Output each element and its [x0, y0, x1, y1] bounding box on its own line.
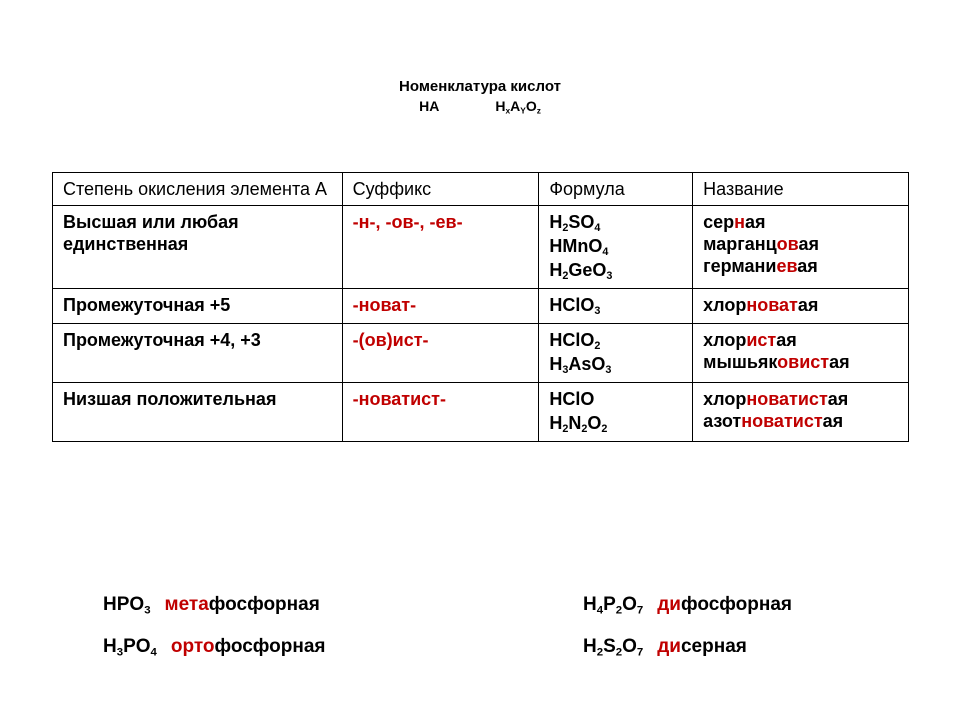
formula-cell [539, 289, 693, 324]
suffix-cell: -(ов)ист- [342, 324, 539, 383]
example-formula: $H_4P_2O_7$ [583, 594, 644, 617]
acid-name: хлорноватая [703, 295, 819, 315]
table-row [53, 324, 909, 383]
example-prefix: ди [657, 594, 681, 615]
formula: HClO$_3$ [549, 295, 601, 318]
degree-cell: Промежуточная +5 [53, 289, 343, 324]
name-cell [693, 324, 909, 383]
suffix-cell: -новат- [342, 289, 539, 324]
formula: HClO [549, 389, 595, 409]
header-formula: Формула [539, 173, 693, 206]
formula-cell [539, 383, 693, 442]
example-metaphosphoric [103, 594, 320, 616]
degree-cell: Низшая положительная [53, 383, 343, 442]
formula: HClO$_2$ [549, 330, 601, 353]
example-prefix: орто [170, 636, 215, 657]
header-suffix: Суффикс [342, 173, 539, 206]
ha-label: HA [419, 98, 440, 114]
formula: $H_3AsO_3$ [549, 354, 612, 377]
general-formula-line [0, 98, 960, 114]
example-name-rest: серная [680, 636, 747, 657]
example-diphosphoric [583, 594, 792, 616]
acid-name: марганцовая [703, 234, 820, 254]
example-name-rest: фосфорная [214, 636, 326, 657]
suffix-cell: -н-, -ов-, -ев- [342, 206, 539, 289]
acid-name: хлорноватистая [703, 389, 849, 409]
name-cell [693, 206, 909, 289]
name-cell [693, 289, 909, 324]
example-prefix: ди [657, 636, 681, 657]
example-formula: $HPO_3$ [103, 594, 151, 617]
table-row [53, 206, 909, 289]
formula: $H_2GeO_3$ [549, 260, 613, 283]
example-name-rest: фосфорная [680, 594, 792, 615]
formula-cell [539, 206, 693, 289]
example-disulfuric [583, 636, 747, 658]
acid-name: хлористая [703, 330, 797, 350]
formula-cell [539, 324, 693, 383]
table-row [53, 289, 909, 324]
example-orthophosphoric [103, 636, 326, 658]
table-row [53, 383, 909, 442]
name-cell [693, 383, 909, 442]
example-name-rest: фосфорная [208, 594, 320, 615]
example-formula: $H_3PO_4$ [103, 636, 157, 659]
acid-name: азотноватистая [703, 411, 844, 431]
formula: $H_2SO_4$ [549, 212, 601, 235]
example-formula: $H_2S_2O_7$ [583, 636, 644, 659]
formula: $H_2N_2O_2$ [549, 413, 608, 436]
header-name: Название [693, 173, 909, 206]
nomenclature-table [52, 172, 909, 442]
acid-name: серная [703, 212, 766, 232]
acid-name: мышьяковистая [703, 352, 850, 372]
page-title: Номенклатура кислот [399, 78, 561, 95]
example-prefix: мета [164, 594, 209, 615]
suffix-cell: -новатист- [342, 383, 539, 442]
degree-cell: Высшая или любая единственная [53, 206, 343, 289]
general-formula: $H_xA_YO_z$ [495, 98, 541, 116]
header-degree: Степень окисления элемента А [53, 173, 343, 206]
formula: HMnO$_4$ [549, 236, 609, 259]
degree-cell: Промежуточная +4, +3 [53, 324, 343, 383]
table-header-row [53, 173, 909, 206]
acid-name: германиевая [703, 256, 818, 276]
